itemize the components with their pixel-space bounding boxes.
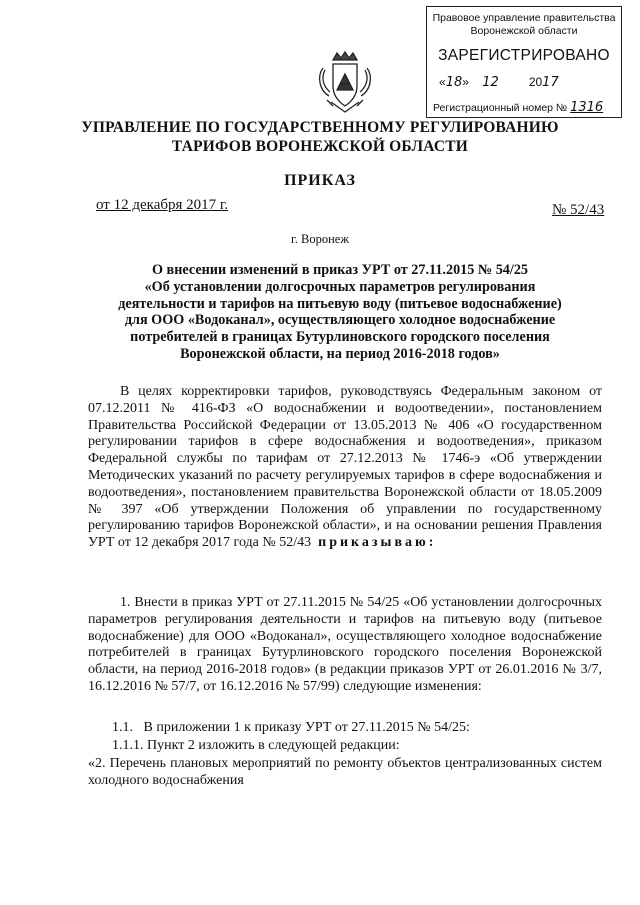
document-date: от 12 декабря 2017 г. <box>96 197 229 213</box>
clause-1-paragraph: 1. Внести в приказ УРТ от 27.11.2015 № 54/25 «Об установлении долгосрочных параметров регулирования деятельности и тарифов на питьевую воду (питьевое водоснабжение) для ООО «Водоканал», осуществляющего холодное водоснабжение потребителей в границах Бутурлиновского городского поселения Воронежской области, на период 2016-2018 годов» (в редакции приказов УРТ от 26.01.2016 № 3/7, 16.12.2016 № 57/7, от 16.12.2016 № 57/99) следующие изменения: <box>88 595 602 694</box>
clause-1-1: 1.1. В приложении 1 к приказу УРТ от 27.11.2015 № 54/25: <box>112 720 470 735</box>
stamp-day: 18 <box>445 75 463 90</box>
quoted-clause-2: «2. Перечень плановых мероприятий по ремонту объектов централизованных систем холодного водоснабжения <box>88 756 602 788</box>
document-type: ПРИКАЗ <box>284 172 356 189</box>
registration-stamp <box>426 6 622 118</box>
stamp-year-suffix: 17 <box>542 75 559 90</box>
document-city: г. Воронеж <box>291 232 349 246</box>
stamp-year-prefix: 20 <box>528 75 543 89</box>
stamp-month: 12 <box>482 75 499 90</box>
clause-1-1-1: 1.1.1. Пункт 2 изложить в следующей редакции: <box>112 738 400 753</box>
issuing-authority: УПРАВЛЕНИЕ ПО ГОСУДАРСТВЕННОМУ РЕГУЛИРОВАНИЮ ТАРИФОВ ВОРОНЕЖСКОЙ ОБЛАСТИ <box>81 119 559 155</box>
stamp-registered-label: ЗАРЕГИСТРИРОВАНО <box>438 47 610 64</box>
document-title: О внесении изменений в приказ УРТ от 27.11.2015 № 54/25 «Об установлении долгосрочных параметров регулирования деятельности и тарифов на питьевую воду (питьевое водоснабжение) для ООО «Водоканал», осуществляющего холодное водоснабжение потребителей в границах Бутурлиновского городского поселения Воронежской области, на период 2016-2018 годов» <box>118 262 562 362</box>
document-number: № 52/43 <box>552 202 605 218</box>
coat-of-arms-icon <box>315 50 375 116</box>
order-word: приказываю: <box>318 535 437 551</box>
preamble-paragraph: В целях корректировки тарифов, руководствуясь Федеральным законом от 07.12.2011 № 416-ФЗ «О водоснабжении и водоотведении», постановлением Правительства Российской Федерации от 13.05.2013 № 406 «О государственном регулировании тарифов в сфере водоснабжения и водоотведения», приказом Федеральной службы по тарифам от 27.12.2013 № 1746-э «Об утверждении Методических указаний по расчету регулируемых тарифов в сфере водоснабжения и водоотведения», постановлением правительства Воронежской области от 18.05.2009 № 397 «Об утверждении Положения об управлении по государственному регулированию тарифов Воронежской области», и на основании решения Правления УРТ от 12 декабря 2017 года № 52/43 приказываю: <box>88 384 602 551</box>
stamp-reg-number: Регистрационный номер № 1316 <box>433 100 604 115</box>
stamp-date: «18» 12 2017 <box>439 75 559 90</box>
stamp-organization: Правовое управление правительства Воронежской области <box>432 12 616 37</box>
